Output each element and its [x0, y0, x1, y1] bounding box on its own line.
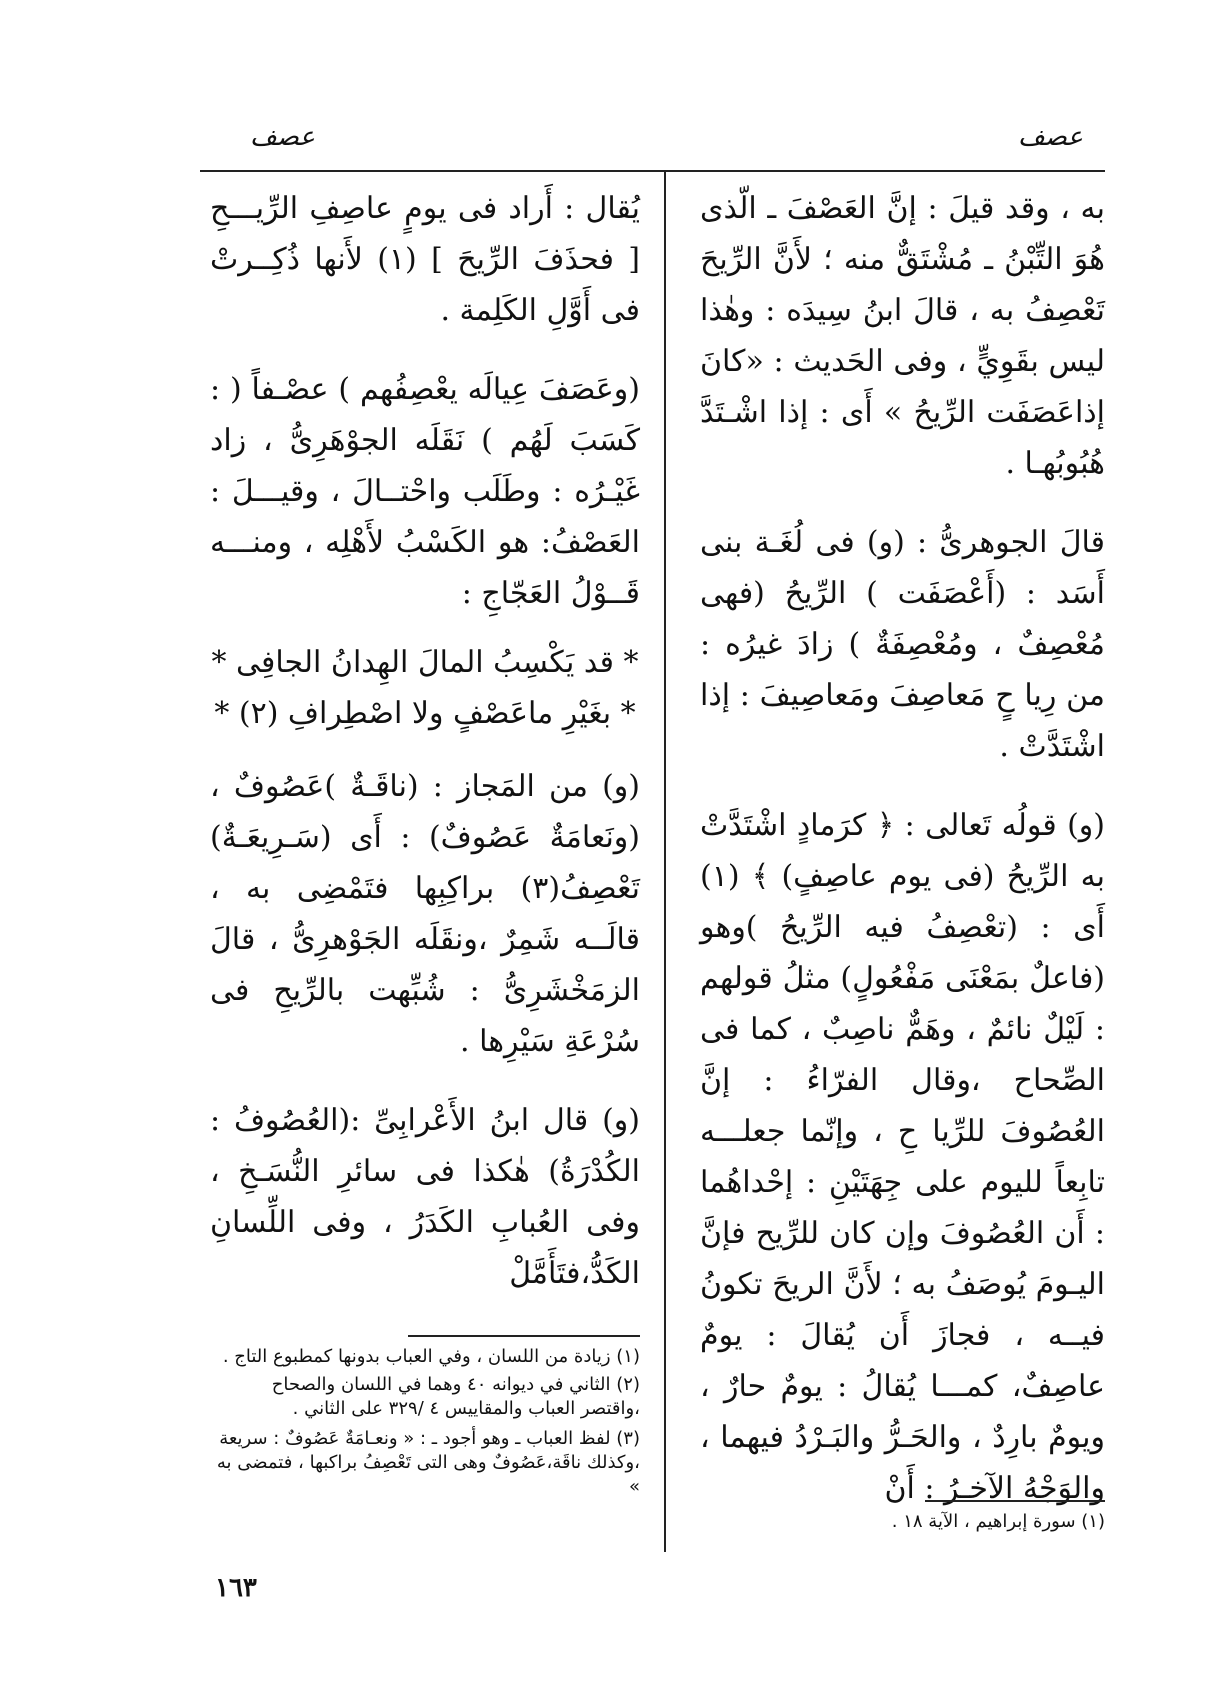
footnote-left-2: (٢) الثاني في ديوانه ٤٠ وهما في اللسان والصحاح ،واقتصر العباب والمقاييس ٤ /٣٢٩ على الثاني .	[271, 1374, 640, 1419]
left-paragraph-1: يُقال : أَراد فى يومٍ عاصِفِ الرِّيـــحِ [ فحذَفَ الرِّيحَ ] (١) لأَنها ذُكِــرتْ فى أَوَّلِ الكَلِمة .	[210, 191, 640, 328]
left-paragraph-4: (و) قال ابنُ الأَعْرابِىِّ :(العُصُوفُ : الكُدْرَةُ) هٰكذا فى سائرِ النُّسَـخِ ، وفى العُبابِ الكَدَرُ ، وفى اللِّسانِ الكَدُّ،فتَأَمَّلْ	[210, 1103, 640, 1291]
footnotes-right	[700, 1510, 1105, 1538]
running-head-left: عصف	[250, 122, 315, 152]
column-divider	[664, 172, 666, 1552]
left-column	[210, 183, 640, 1327]
page-number: ١٦٣	[215, 1573, 257, 1603]
right-paragraph-1: به ، وقد قيلَ : إنَّ العَصْفَ ـ الّذى هُوَ التِّبْنُ ـ مُشْتَقٌّ منه ؛ لأَنَّ الرِّيحَ تَعْصِفُ به ، قالَ ابنُ سِيدَه : وهٰذا ليس بقَوِيٍّ ، وفى الحَديث : «كانَ إذاعَصَفَت الرِّيحُ » أَى : إذا اشْـتَدَّ هُبُوبُهـا .	[700, 191, 1105, 481]
left-paragraph-3: (و) من المَجاز : (ناقَـةٌ )عَصُوفٌ ، (ونَعامَةٌ عَصُوفٌ) : أَى (سَـرِيعَـةٌ) تَعْصِفُ(٣) براكِبِها فتَمْضِى به ، قالَــه شَمِرٌ ،ونقَلَه الجَوْهرِىُّ ، قالَ الزمَخْشَرِىُّ : شُبِّهت بالرِّيحِ فى سُرْعَةِ سَيْرِها .	[210, 769, 640, 1059]
verse-line-2: * بغَيْرِ ماعَصْفٍ ولا اصْطِرافِ (٢) *	[214, 696, 636, 731]
footnotes-left	[210, 1345, 640, 1503]
right-paragraph-3: (و) قولُه تَعالى : ﴿ كرَمادٍ اشْتَدَّتْ به الرِّيحُ (فى يوم عاصِفٍ) ﴾ (١) أَى : (تعْصِفُ فيه الرِّيحُ )وهو (فاعلٌ بمَعْنَى مَفْعُولٍ) مثلُ قولهم : لَيْلٌ نائمٌ ، وهَمٌّ ناصِبٌ ، كما فى الصِّحاح ،وقال الفرّاءُ : إنَّ العُصُوفَ للرِّيا حِ ، وإنّما جعلـــه تابِعاً لليوم على جِهَتَيْنِ : إحْداهُما : أَن العُصُوفَ وإن كان للرِّيح فإنَّ اليـومَ يُوصَفُ به ؛ لأَنَّ الريحَ تكونُ فيــه ، فجازَ أَن يُقالَ : يومٌ عاصِفٌ، كمـــا يُقالُ : يومٌ حارٌ ، ويومٌ بارِدٌ ، والحَـرُّ والبَـرْدُ فيهما ، والوَجْهُ الآخـرُ : أَنْ	[700, 808, 1105, 1506]
footnote-right-1: (١) سورة إبراهيم ، الآية ١٨ .	[891, 1511, 1105, 1532]
verse-line-1: * قد يَكْسِبُ المالَ الهِدانُ الجافِى *	[211, 645, 639, 680]
left-paragraph-2: (وعَصَفَ عِيالَه يعْصِفُهم ) عصْـفاً ( : كَسَبَ لَهُم ) نَقَلَه الجوْهَرِىُّ ، زاد غَيْـرُه : وطَلَب واحْتــالَ ، وقيـــلَ : العَصْفُ: هو الكَسْبُ لأَهْلِه ، ومنـــه قَــوْلُ العَجّاجِ :	[210, 372, 640, 611]
header-rule	[200, 170, 1105, 172]
running-head-right: عصف	[1018, 122, 1083, 152]
footnote-rule-left	[408, 1335, 640, 1337]
right-column	[700, 183, 1105, 1542]
poetry-verses	[210, 637, 640, 739]
footnote-rule-right	[925, 1500, 1105, 1502]
right-paragraph-2: قالَ الجوهرىُّ : (و) فى لُغَـة بنى أَسَد : (أَعْصَفَت ) الرِّيحُ (فهى مُعْصِفٌ ، ومُعْصِفَةٌ ) زادَ غيرُه : من رِيا حٍ مَعاصِفَ ومَعاصِيفَ : إذا اشْتَدَّتْ .	[700, 525, 1105, 764]
footnote-left-1: (١) زيادة من اللسان ، وفي العباب بدونها كمطبوع التاج .	[222, 1346, 640, 1367]
footnote-left-3: (٣) لفظ العباب ـ وهو أجود ـ : « ونعـامَةٌ عَصُوفٌ : سريعة ،وكذلك ناقَة،عَصُوفٌ وهى التى تَعْصِفُ براكبها ، فتمضى به »	[216, 1428, 640, 1497]
